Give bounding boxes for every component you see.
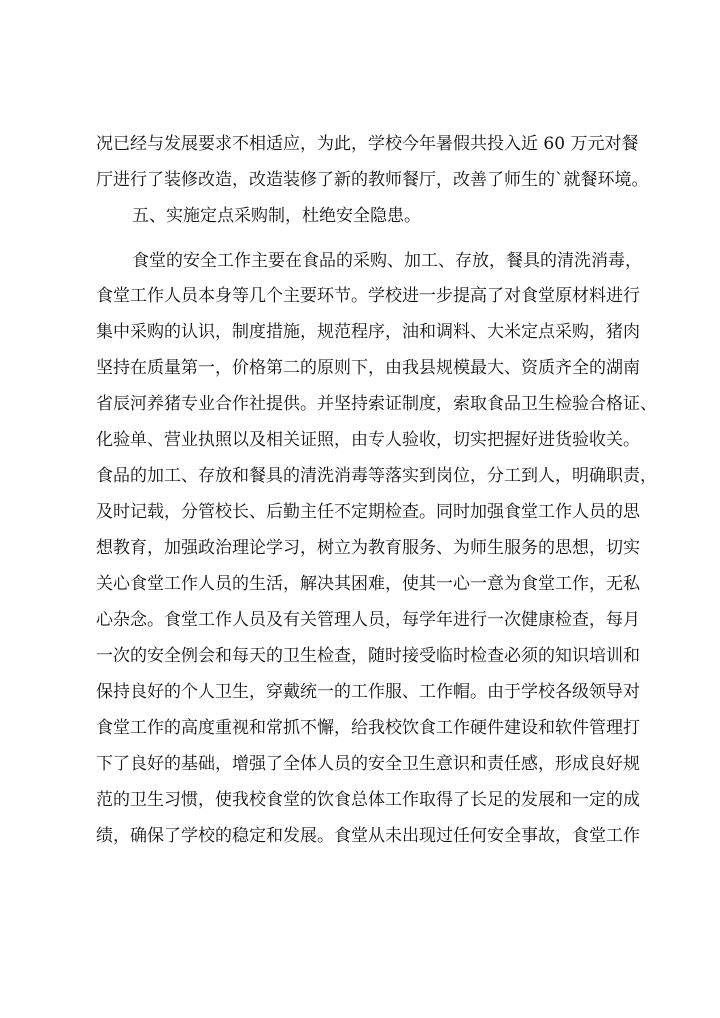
body-text-line: 省辰河养猪专业合作社提供。并坚持索证制度，索取食品卫生检验合格证、 [96,394,657,414]
body-text-line: 关心食堂工作人员的生活，解决其困难，使其一心一意为食堂工作，无私 [96,574,640,594]
body-text-line: 食品的加工、存放和餐具的清洗消毒等落实到岗位，分工到人，明确职责， [96,466,657,486]
body-text-line: 化验单、营业执照以及相关证照，由专人验收，切实把握好进货验收关。 [96,430,640,450]
body-text-line: 食堂的安全工作主要在食品的采购、加工、存放，餐具的清洗消毒， [132,251,642,271]
body-text-line: 想教育，加强政治理论学习，树立为教育服务、为师生服务的思想，切实 [96,538,640,558]
body-text-line: 集中采购的认识，制度措施，规范程序，油和调料、大米定点采购，猪肉 [96,322,640,342]
body-text-line: 下了良好的基础，增强了全体人员的安全卫生意识和责任感，形成良好规 [96,754,640,774]
body-text-line: 范的卫生习惯，使我校食堂的饮食总体工作取得了长足的发展和一定的成 [96,790,640,810]
body-text-line: 绩，确保了学校的稳定和发展。食堂从未出现过任何安全事故，食堂工作 [96,826,640,846]
body-text-line: 食堂工作人员本身等几个主要环节。学校进一步提高了对食堂原材料进行 [96,286,640,306]
body-text-line: 一次的安全例会和每天的卫生检查，随时接受临时检查必须的知识培训和 [96,646,640,666]
body-text-line: 坚持在质量第一，价格第二的原则下，由我县规模最大、资质齐全的湖南 [96,358,640,378]
body-text-line: 及时记载，分管校长、后勤主任不定期检查。同时加强食堂工作人员的思 [96,502,640,522]
body-text-line: 食堂工作的高度重视和常抓不懈，给我校饮食工作硬件建设和软件管理打 [96,718,640,738]
body-text-line: 保持良好的个人卫生，穿戴统一的工作服、工作帽。由于学校各级领导对 [96,682,640,702]
body-text-line: 心杂念。食堂工作人员及有关管理人员，每学年进行一次健康检查，每月 [96,610,640,630]
body-text-line: 况已经与发展要求不相适应，为此，学校今年暑假共投入近 60 万元对餐 [96,134,639,154]
section-heading: 五、实施定点采购制，杜绝安全隐患。 [132,206,421,226]
body-text-line: 厅进行了装修改造，改造装修了新的教师餐厅，改善了师生的`就餐环境。 [96,170,649,190]
